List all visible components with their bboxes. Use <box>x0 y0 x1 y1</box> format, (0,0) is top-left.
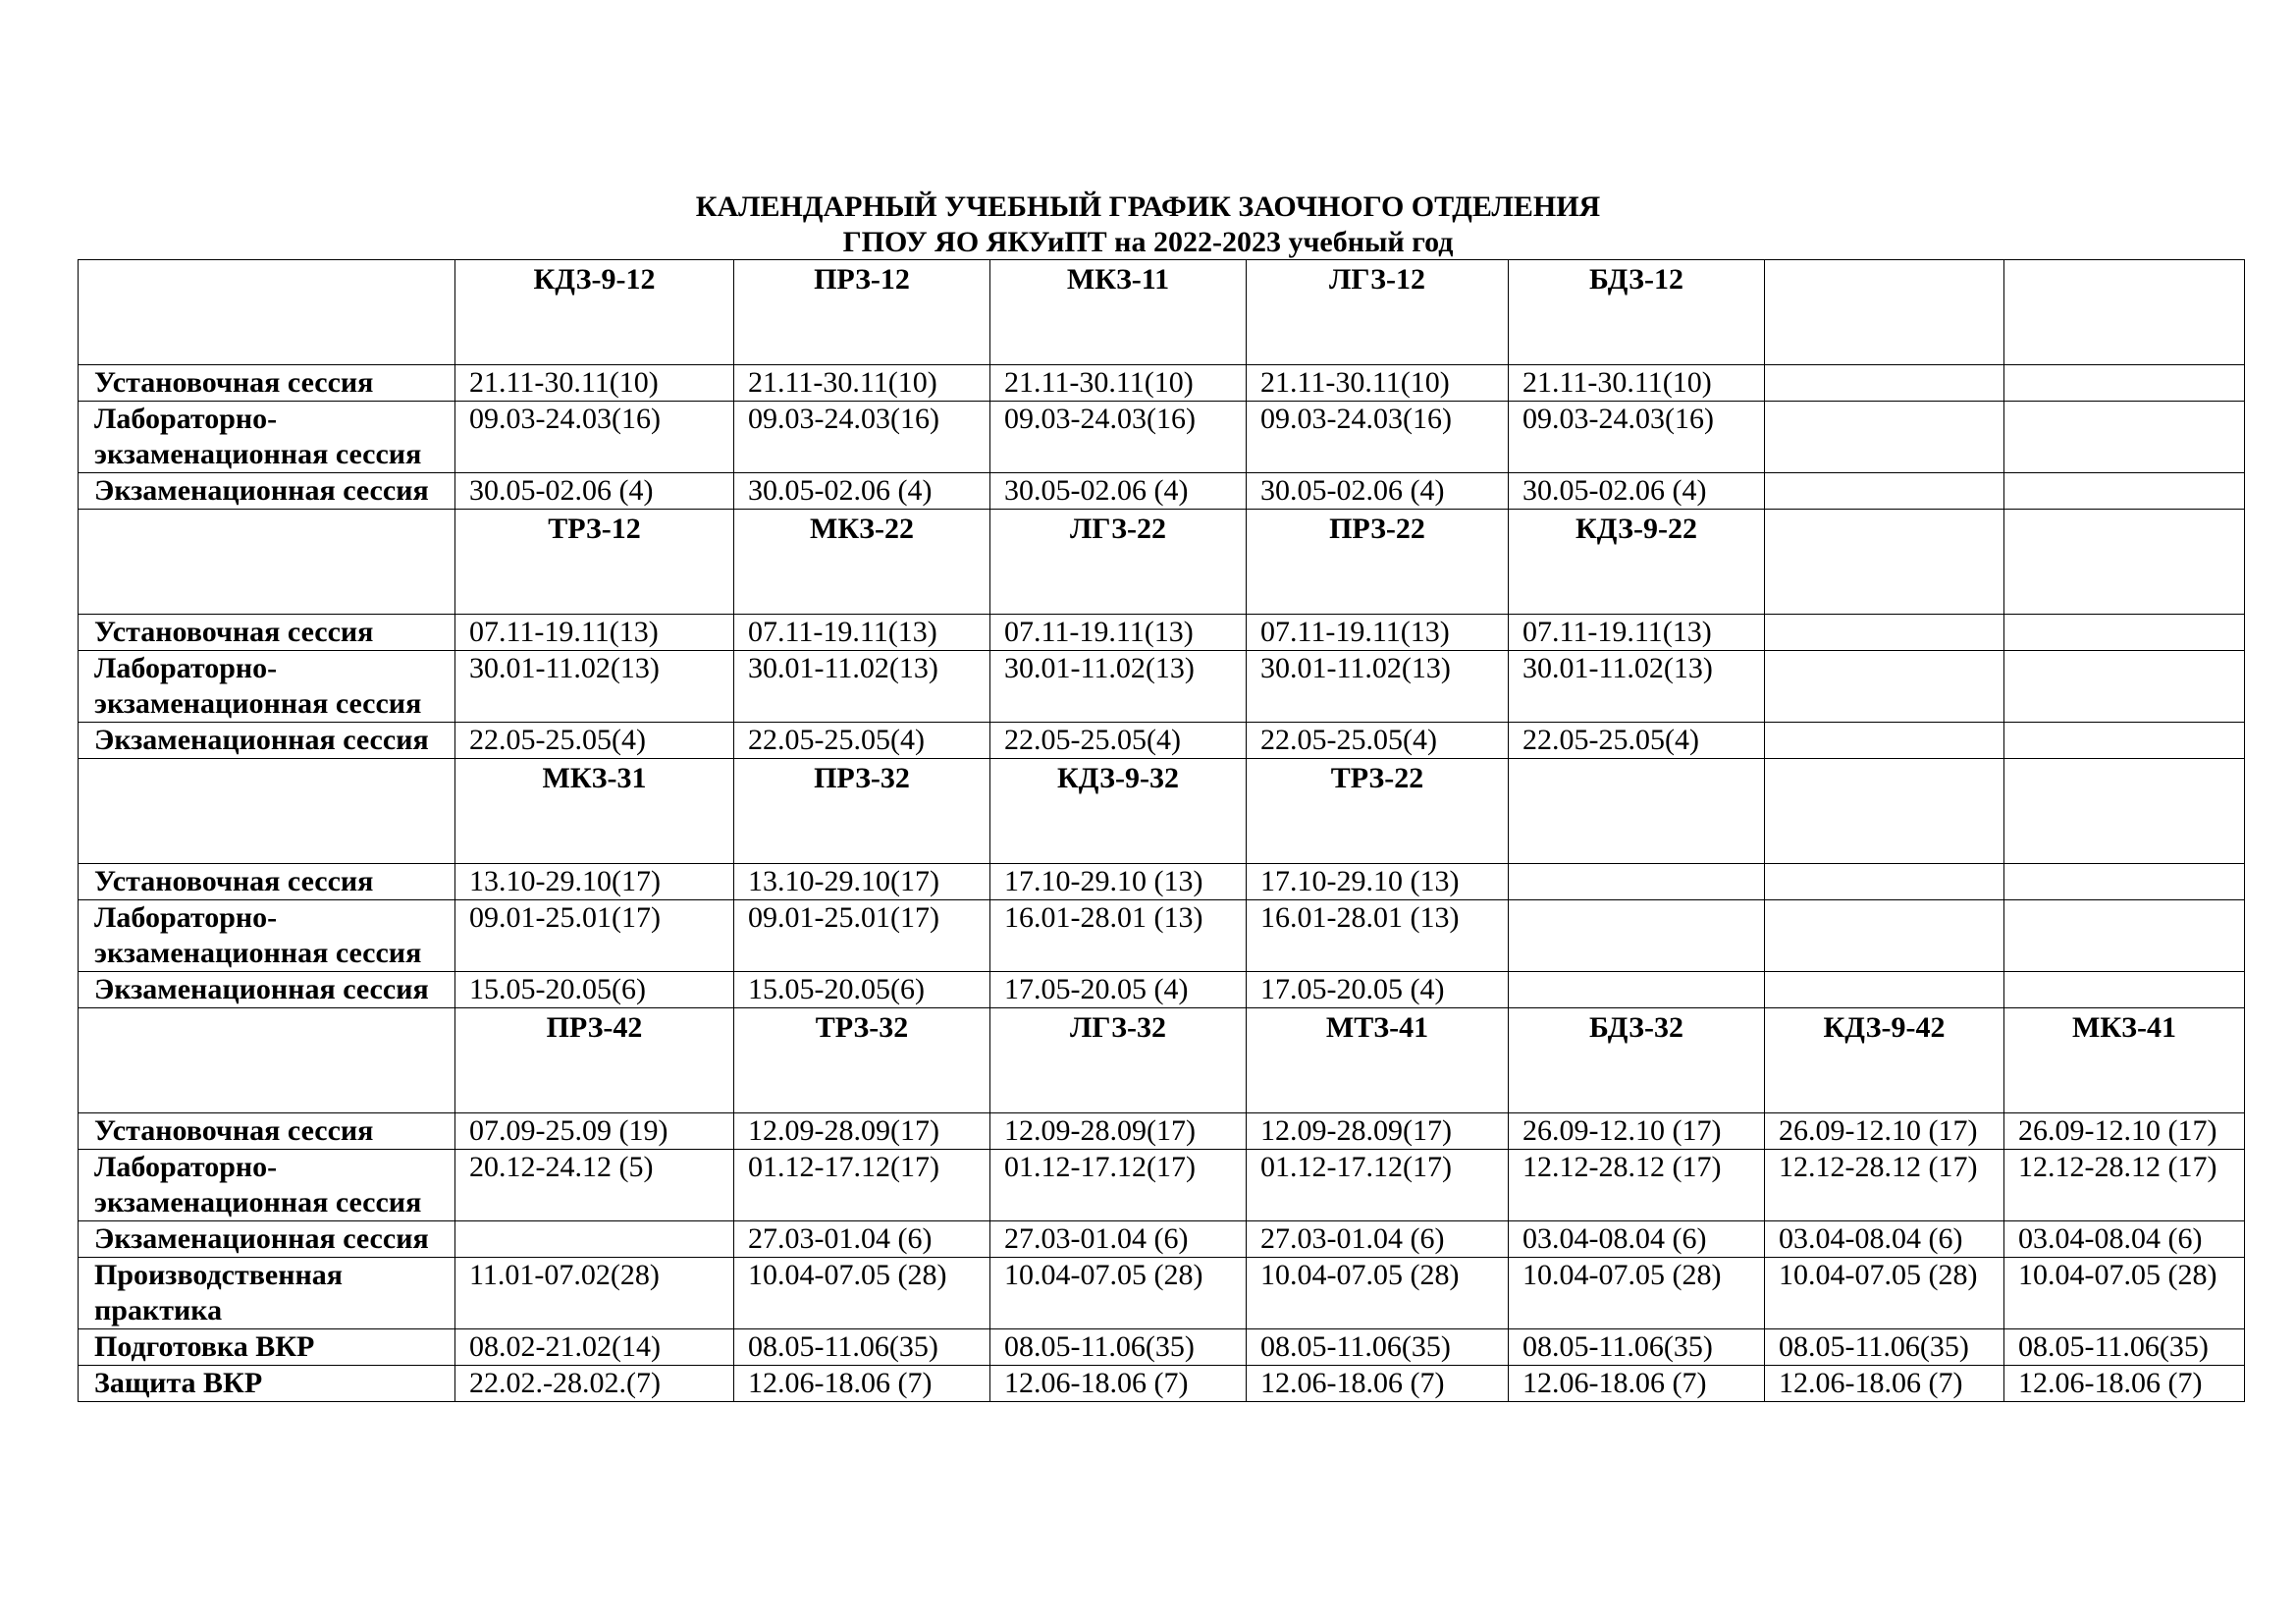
date-cell <box>2004 972 2245 1008</box>
schedule-table <box>78 259 2245 1402</box>
date-cell: 27.03-01.04 (6) <box>990 1221 1247 1258</box>
table-row <box>79 651 2245 723</box>
group-code-cell <box>2004 260 2245 365</box>
date-cell: 16.01-28.01 (13) <box>1247 900 1509 972</box>
date-cell <box>455 1221 734 1258</box>
date-cell: 30.05-02.06 (4) <box>990 473 1247 510</box>
date-cell: 30.01-11.02(13) <box>1247 651 1509 723</box>
date-cell: 30.05-02.06 (4) <box>1247 473 1509 510</box>
date-cell: 30.05-02.06 (4) <box>734 473 990 510</box>
group-header-row <box>79 510 2245 615</box>
table-row <box>79 1150 2245 1221</box>
date-cell: 07.11-19.11(13) <box>734 615 990 651</box>
document-title: КАЛЕНДАРНЫЙ УЧЕБНЫЙ ГРАФИК ЗАОЧНОГО ОТДЕЛЕНИЯ <box>695 190 1601 223</box>
date-cell: 22.05-25.05(4) <box>990 723 1247 759</box>
date-cell <box>1765 864 2004 900</box>
date-cell <box>2004 402 2245 473</box>
date-cell: 07.11-19.11(13) <box>1247 615 1509 651</box>
date-cell <box>1765 365 2004 402</box>
date-cell <box>1509 864 1765 900</box>
date-cell: 10.04-07.05 (28) <box>1247 1258 1509 1329</box>
date-cell: 12.09-28.09(17) <box>1247 1113 1509 1150</box>
date-cell <box>2004 900 2245 972</box>
date-cell: 27.03-01.04 (6) <box>734 1221 990 1258</box>
group-code-cell: ЛГЗ-12 <box>1247 260 1509 365</box>
date-cell: 07.09-25.09 (19) <box>455 1113 734 1150</box>
date-cell <box>1765 473 2004 510</box>
group-header-row <box>79 260 2245 365</box>
date-cell: 21.11-30.11(10) <box>1247 365 1509 402</box>
header-corner-cell <box>79 510 455 615</box>
group-code-cell: МКЗ-22 <box>734 510 990 615</box>
date-cell: 30.01-11.02(13) <box>455 651 734 723</box>
date-cell <box>2004 651 2245 723</box>
header-corner-cell <box>79 759 455 864</box>
date-cell: 30.01-11.02(13) <box>734 651 990 723</box>
row-label: Подготовка ВКР <box>79 1329 455 1366</box>
group-header-row <box>79 1008 2245 1113</box>
group-code-cell <box>1509 759 1765 864</box>
date-cell: 26.09-12.10 (17) <box>1765 1113 2004 1150</box>
date-cell: 22.05-25.05(4) <box>455 723 734 759</box>
group-code-cell: МКЗ-41 <box>2004 1008 2245 1113</box>
date-cell: 13.10-29.10(17) <box>734 864 990 900</box>
row-label: Экзаменационная сессия <box>79 1221 455 1258</box>
date-cell: 03.04-08.04 (6) <box>1765 1221 2004 1258</box>
date-cell: 16.01-28.01 (13) <box>990 900 1247 972</box>
row-label: Экзаменационная сессия <box>79 473 455 510</box>
date-cell: 30.01-11.02(13) <box>1509 651 1765 723</box>
date-cell: 09.03-24.03(16) <box>1509 402 1765 473</box>
date-cell: 21.11-30.11(10) <box>990 365 1247 402</box>
row-label: Установочная сессия <box>79 864 455 900</box>
table-row <box>79 972 2245 1008</box>
group-code-cell: БДЗ-32 <box>1509 1008 1765 1113</box>
table-row <box>79 1329 2245 1366</box>
date-cell: 01.12-17.12(17) <box>734 1150 990 1221</box>
row-label: Лабораторно-экзаменационная сессия <box>79 1150 455 1221</box>
table-row <box>79 365 2245 402</box>
row-label: Лабораторно-экзаменационная сессия <box>79 651 455 723</box>
date-cell <box>2004 365 2245 402</box>
table-row <box>79 1258 2245 1329</box>
date-cell <box>2004 615 2245 651</box>
date-cell: 09.01-25.01(17) <box>734 900 990 972</box>
date-cell <box>2004 723 2245 759</box>
group-code-cell: ТРЗ-32 <box>734 1008 990 1113</box>
date-cell <box>1509 900 1765 972</box>
date-cell: 22.05-25.05(4) <box>1509 723 1765 759</box>
date-cell <box>1765 402 2004 473</box>
date-cell <box>1765 651 2004 723</box>
date-cell: 03.04-08.04 (6) <box>1509 1221 1765 1258</box>
date-cell: 08.05-11.06(35) <box>990 1329 1247 1366</box>
table-row <box>79 473 2245 510</box>
date-cell: 12.06-18.06 (7) <box>1765 1366 2004 1402</box>
date-cell: 21.11-30.11(10) <box>734 365 990 402</box>
date-cell <box>1765 723 2004 759</box>
group-code-cell <box>2004 759 2245 864</box>
date-cell: 08.02-21.02(14) <box>455 1329 734 1366</box>
document-subtitle: ГПОУ ЯО ЯКУиПТ на 2022-2023 учебный год <box>842 226 1454 258</box>
group-code-cell: КДЗ-9-12 <box>455 260 734 365</box>
date-cell: 26.09-12.10 (17) <box>1509 1113 1765 1150</box>
header-corner-cell <box>79 1008 455 1113</box>
header-corner-cell <box>79 260 455 365</box>
date-cell: 09.01-25.01(17) <box>455 900 734 972</box>
date-cell: 09.03-24.03(16) <box>734 402 990 473</box>
date-cell: 12.06-18.06 (7) <box>734 1366 990 1402</box>
group-code-cell <box>1765 510 2004 615</box>
date-cell: 09.03-24.03(16) <box>1247 402 1509 473</box>
date-cell: 10.04-07.05 (28) <box>734 1258 990 1329</box>
table-row <box>79 900 2245 972</box>
date-cell: 07.11-19.11(13) <box>990 615 1247 651</box>
date-cell: 10.04-07.05 (28) <box>2004 1258 2245 1329</box>
row-label: Защита ВКР <box>79 1366 455 1402</box>
date-cell: 12.09-28.09(17) <box>990 1113 1247 1150</box>
table-row <box>79 1366 2245 1402</box>
date-cell: 08.05-11.06(35) <box>734 1329 990 1366</box>
group-code-cell: МКЗ-11 <box>990 260 1247 365</box>
row-label: Установочная сессия <box>79 365 455 402</box>
table-row <box>79 402 2245 473</box>
date-cell <box>2004 473 2245 510</box>
date-cell: 30.05-02.06 (4) <box>455 473 734 510</box>
row-label: Установочная сессия <box>79 1113 455 1150</box>
row-label: Установочная сессия <box>79 615 455 651</box>
date-cell: 27.03-01.04 (6) <box>1247 1221 1509 1258</box>
date-cell: 12.09-28.09(17) <box>734 1113 990 1150</box>
group-code-cell: МТЗ-41 <box>1247 1008 1509 1113</box>
date-cell: 26.09-12.10 (17) <box>2004 1113 2245 1150</box>
date-cell: 12.06-18.06 (7) <box>2004 1366 2245 1402</box>
date-cell <box>1509 972 1765 1008</box>
date-cell <box>1765 615 2004 651</box>
date-cell: 17.05-20.05 (4) <box>990 972 1247 1008</box>
table-row <box>79 1221 2245 1258</box>
date-cell <box>1765 972 2004 1008</box>
date-cell: 08.05-11.06(35) <box>1765 1329 2004 1366</box>
date-cell <box>2004 864 2245 900</box>
table-row <box>79 723 2245 759</box>
group-code-cell <box>2004 510 2245 615</box>
group-code-cell: ЛГЗ-22 <box>990 510 1247 615</box>
date-cell: 07.11-19.11(13) <box>1509 615 1765 651</box>
date-cell: 30.01-11.02(13) <box>990 651 1247 723</box>
table-row <box>79 864 2245 900</box>
group-code-cell: ТРЗ-22 <box>1247 759 1509 864</box>
date-cell <box>1765 900 2004 972</box>
group-code-cell: МКЗ-31 <box>455 759 734 864</box>
date-cell: 08.05-11.06(35) <box>1247 1329 1509 1366</box>
date-cell: 07.11-19.11(13) <box>455 615 734 651</box>
row-label: Лабораторно-экзаменационная сессия <box>79 402 455 473</box>
row-label: Экзаменационная сессия <box>79 972 455 1008</box>
group-code-cell: КДЗ-9-32 <box>990 759 1247 864</box>
date-cell: 03.04-08.04 (6) <box>2004 1221 2245 1258</box>
date-cell: 12.12-28.12 (17) <box>2004 1150 2245 1221</box>
date-cell: 17.05-20.05 (4) <box>1247 972 1509 1008</box>
date-cell: 08.05-11.06(35) <box>2004 1329 2245 1366</box>
date-cell: 12.12-28.12 (17) <box>1765 1150 2004 1221</box>
group-code-cell: ПРЗ-32 <box>734 759 990 864</box>
date-cell: 08.05-11.06(35) <box>1509 1329 1765 1366</box>
date-cell: 09.03-24.03(16) <box>990 402 1247 473</box>
date-cell: 17.10-29.10 (13) <box>1247 864 1509 900</box>
group-code-cell: КДЗ-9-42 <box>1765 1008 2004 1113</box>
date-cell: 21.11-30.11(10) <box>1509 365 1765 402</box>
group-code-cell: ЛГЗ-32 <box>990 1008 1247 1113</box>
group-code-cell <box>1765 260 2004 365</box>
date-cell: 10.04-07.05 (28) <box>1509 1258 1765 1329</box>
group-code-cell: ПРЗ-12 <box>734 260 990 365</box>
date-cell: 10.04-07.05 (28) <box>990 1258 1247 1329</box>
group-code-cell: ПРЗ-42 <box>455 1008 734 1113</box>
date-cell: 22.02.-28.02.(7) <box>455 1366 734 1402</box>
row-label: Производственная практика <box>79 1258 455 1329</box>
group-code-cell <box>1765 759 2004 864</box>
date-cell: 12.06-18.06 (7) <box>1509 1366 1765 1402</box>
date-cell: 30.05-02.06 (4) <box>1509 473 1765 510</box>
date-cell: 15.05-20.05(6) <box>455 972 734 1008</box>
date-cell: 10.04-07.05 (28) <box>1765 1258 2004 1329</box>
group-code-cell: ТРЗ-12 <box>455 510 734 615</box>
date-cell: 17.10-29.10 (13) <box>990 864 1247 900</box>
date-cell: 01.12-17.12(17) <box>1247 1150 1509 1221</box>
date-cell: 12.06-18.06 (7) <box>990 1366 1247 1402</box>
date-cell: 13.10-29.10(17) <box>455 864 734 900</box>
date-cell: 01.12-17.12(17) <box>990 1150 1247 1221</box>
group-code-cell: БДЗ-12 <box>1509 260 1765 365</box>
table-row <box>79 615 2245 651</box>
row-label: Лабораторно-экзаменационная сессия <box>79 900 455 972</box>
group-code-cell: ПРЗ-22 <box>1247 510 1509 615</box>
date-cell: 11.01-07.02(28) <box>455 1258 734 1329</box>
date-cell: 22.05-25.05(4) <box>734 723 990 759</box>
group-code-cell: КДЗ-9-22 <box>1509 510 1765 615</box>
date-cell: 15.05-20.05(6) <box>734 972 990 1008</box>
date-cell: 09.03-24.03(16) <box>455 402 734 473</box>
table-row <box>79 1113 2245 1150</box>
row-label: Экзаменационная сессия <box>79 723 455 759</box>
date-cell: 22.05-25.05(4) <box>1247 723 1509 759</box>
date-cell: 20.12-24.12 (5) <box>455 1150 734 1221</box>
date-cell: 12.12-28.12 (17) <box>1509 1150 1765 1221</box>
schedule-body <box>79 260 2245 1402</box>
date-cell: 21.11-30.11(10) <box>455 365 734 402</box>
date-cell: 12.06-18.06 (7) <box>1247 1366 1509 1402</box>
group-header-row <box>79 759 2245 864</box>
